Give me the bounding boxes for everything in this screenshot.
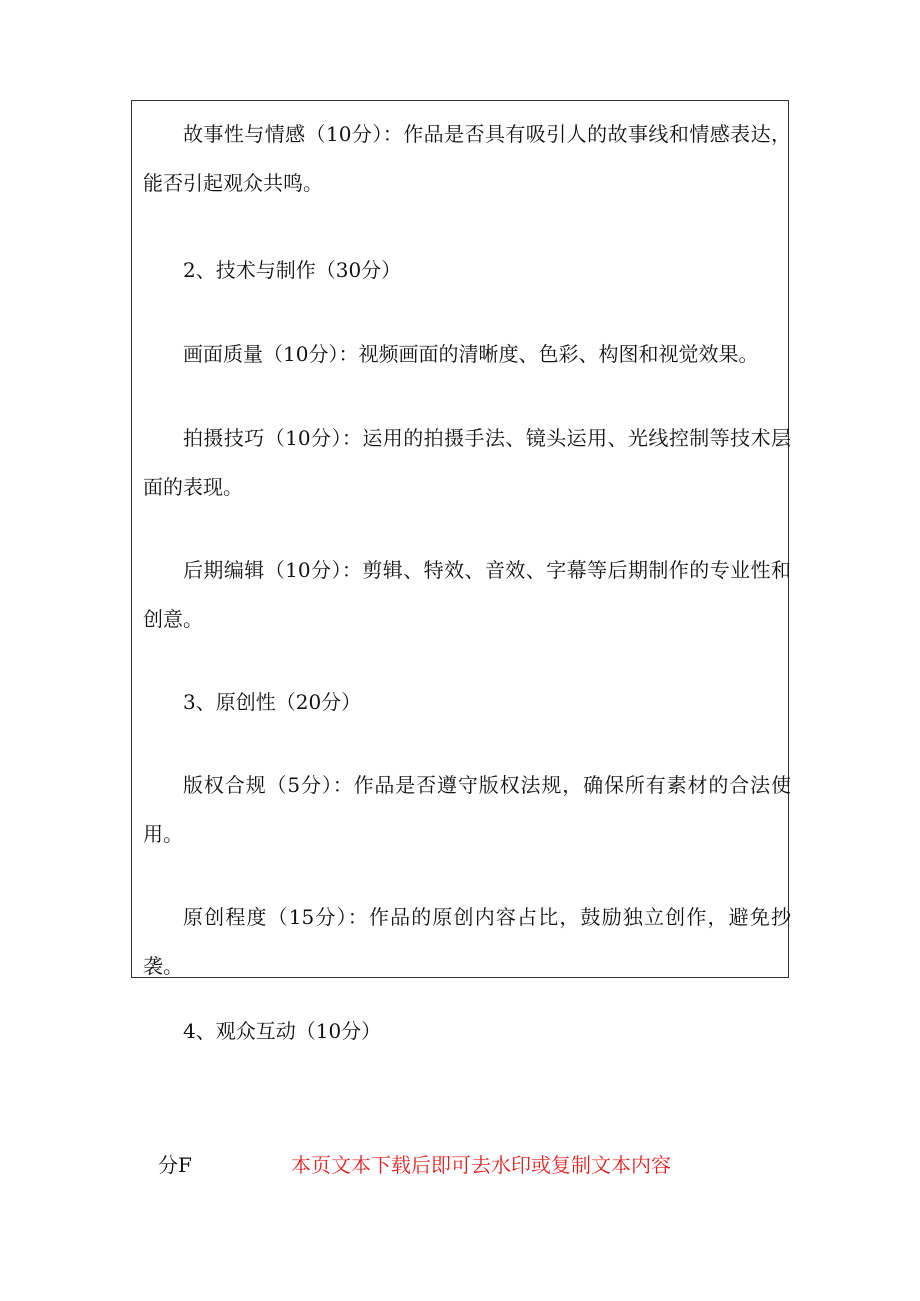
paragraph-originality-degree: 原创程度（15分）：作品的原创内容占比，鼓励独立创作，避免抄袭。 bbox=[143, 905, 791, 978]
paragraph-shooting-skills: 拍摄技巧（10分）：运用的拍摄手法、镜头运用、光线控制等技术层面的表现。 bbox=[143, 426, 791, 499]
heading-originality: 3、原创性（20分） bbox=[183, 690, 362, 714]
paragraph-image-quality: 画面质量（10分）：视频画面的清晰度、色彩、构图和视觉效果。 bbox=[183, 342, 759, 366]
paragraph-copyright: 版权合规（5分）：作品是否遵守版权法规，确保所有素材的合法使用。 bbox=[143, 773, 791, 846]
footer-page-marker: 分F bbox=[158, 1153, 192, 1177]
heading-audience-interaction: 4、观众互动（10分） bbox=[183, 1019, 382, 1043]
paragraph-storytelling: 故事性与情感（10分）：作品是否具有吸引人的故事线和情感表达，能否引起观众共鸣。 bbox=[143, 122, 791, 195]
heading-technique: 2、技术与制作（30分） bbox=[183, 258, 402, 282]
paragraph-post-editing: 后期编辑（10分）：剪辑、特效、音效、字幕等后期制作的专业性和创意。 bbox=[143, 558, 791, 631]
footer-watermark-notice: 本页文本下载后即可去水印或复制文本内容 bbox=[291, 1153, 671, 1177]
